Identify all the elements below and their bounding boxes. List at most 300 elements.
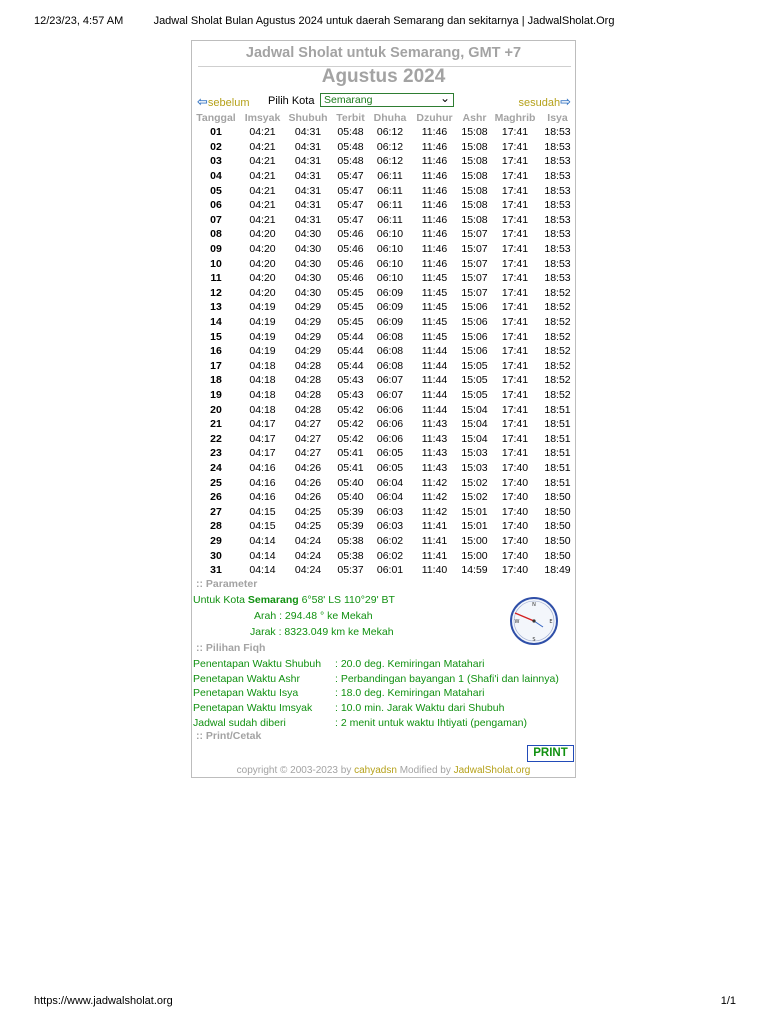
time-cell: 04:28 [294,403,322,416]
time-cell: 05:46 [337,243,364,256]
time-cell: 11:45 [421,286,448,299]
time-cell: 04:18 [249,359,276,372]
time-cell: 15:01 [461,520,488,533]
time-cell: 11:41 [421,534,448,547]
time-cell: 04:24 [294,564,322,577]
time-cell: 11:45 [421,301,448,314]
day-cell: 20 [210,403,222,416]
time-cell: 05:38 [337,549,364,562]
day-cell: 22 [210,432,222,445]
table-row [192,242,575,257]
day-cell: 26 [210,491,222,504]
time-cell: 17:41 [501,213,529,226]
time-cell: 04:26 [294,461,322,474]
day-cell: 11 [210,272,222,285]
time-cell: 04:14 [249,534,276,547]
time-cell: 05:45 [337,316,364,329]
print-button[interactable]: PRINT [527,745,574,762]
time-cell: 06:05 [376,461,404,474]
fiqh-option-value: : 20.0 deg. Kemiringan Matahari [335,658,485,670]
time-cell: 05:41 [337,461,364,474]
time-cell: 06:10 [376,257,404,270]
table-row [192,125,575,140]
table-row [192,402,575,417]
time-cell: 17:41 [501,155,529,168]
time-cell: 11:42 [421,476,448,489]
time-cell: 04:18 [249,388,276,401]
city-select-label: Pilih Kota [268,95,315,107]
column-header: Imsyak [244,112,281,124]
fiqh-option-label: Penentapan Waktu Shubuh [193,658,322,670]
time-cell: 06:04 [376,476,404,489]
time-cell: 04:21 [249,126,276,139]
fiqh-option-value: : 10.0 min. Jarak Waktu dari Shubuh [335,702,505,715]
author-link[interactable]: cahyadsn [354,765,397,776]
time-cell: 06:08 [376,330,404,343]
time-cell: 06:11 [377,184,403,197]
parameter-heading: :: Parameter [196,578,258,590]
time-cell: 18:53 [544,155,571,168]
time-cell: 06:11 [377,199,403,212]
time-cell: 04:14 [249,564,276,577]
fiqh-option-label: Jadwal sudah diberi [193,716,286,729]
table-row [192,519,575,534]
time-cell: 05:47 [337,184,364,197]
chevron-down-icon: ⌄ [439,91,450,105]
previous-month-label: sebelum [207,97,250,109]
time-cell: 15:00 [461,534,488,547]
time-cell: 06:02 [376,549,404,562]
day-cell: 14 [210,316,222,329]
time-cell: 04:19 [249,301,276,314]
time-cell: 06:10 [376,272,404,285]
time-cell: 06:12 [376,155,404,168]
city-selected-value: Semarang [324,94,373,106]
parameter-city-prefix: Untuk Kota [193,594,245,606]
table-row [192,431,575,446]
table-row [192,329,575,344]
fiqh-option-label: Penetapan Waktu Isya [193,687,299,700]
time-cell: 06:05 [376,447,404,460]
table-row [192,256,575,271]
day-cell: 02 [210,140,222,153]
time-cell: 15:02 [461,476,488,489]
time-cell: 18:52 [544,388,571,401]
city-select[interactable] [320,93,454,107]
time-cell: 11:42 [421,505,448,518]
time-cell: 04:30 [294,272,322,285]
time-cell: 18:52 [544,286,571,299]
time-cell: 15:06 [461,330,488,343]
time-cell: 05:44 [337,330,364,343]
time-cell: 05:42 [337,403,364,416]
time-cell: 17:40 [501,564,529,577]
time-cell: 15:08 [461,126,488,139]
column-header: Dhuha [373,112,407,124]
time-cell: 04:21 [249,155,276,168]
time-cell: 11:46 [421,184,448,197]
svg-text:W: W [514,619,520,625]
time-cell: 17:41 [501,403,529,416]
copyright-prefix: copyright © 2003-2023 by [236,765,352,776]
table-row [192,315,575,330]
time-cell: 17:41 [501,359,529,372]
time-cell: 11:44 [421,388,448,401]
time-cell: 04:21 [249,213,276,226]
time-cell: 15:03 [461,461,488,474]
time-cell: 17:41 [501,199,529,212]
time-cell: 18:53 [544,257,571,270]
time-cell: 17:41 [501,301,529,314]
time-cell: 18:53 [544,184,571,197]
time-cell: 18:51 [544,461,571,474]
time-cell: 04:31 [294,213,322,226]
table-body [192,125,575,577]
time-cell: 15:05 [461,374,488,387]
time-cell: 18:51 [544,476,571,489]
time-cell: 06:08 [376,345,404,358]
time-cell: 11:44 [421,359,448,372]
time-cell: 17:41 [501,286,529,299]
time-cell: 15:01 [461,505,488,518]
table-row [192,563,575,578]
time-cell: 18:53 [544,213,571,226]
table-row [192,490,575,505]
table-row [192,373,575,388]
time-cell: 05:43 [337,388,364,401]
time-cell: 04:21 [249,170,276,183]
time-cell: 05:39 [337,520,364,533]
time-cell: 18:53 [544,199,571,212]
day-cell: 30 [210,549,222,562]
fiqh-option-label: Penetapan Waktu Imsyak [193,702,313,715]
time-cell: 05:46 [337,228,364,241]
time-cell: 04:26 [294,491,322,504]
qibla-direction: Arah : 294.48 ° ke Mekah [254,610,373,622]
time-cell: 05:46 [337,257,364,270]
time-cell: 04:15 [249,505,276,518]
day-cell: 25 [210,476,222,489]
time-cell: 05:48 [337,155,364,168]
time-cell: 05:42 [337,432,364,445]
time-cell: 11:46 [421,257,448,270]
time-cell: 04:21 [249,184,276,197]
time-cell: 05:47 [337,199,364,212]
time-cell: 04:29 [294,301,322,314]
time-cell: 18:53 [544,243,571,256]
time-cell: 05:40 [337,476,364,489]
time-cell: 04:29 [294,345,322,358]
time-cell: 18:50 [544,505,571,518]
table-row [192,344,575,359]
day-cell: 19 [210,388,222,401]
time-cell: 11:45 [421,330,448,343]
time-cell: 05:37 [337,564,364,577]
time-cell: 18:53 [544,228,571,241]
table-row [192,461,575,476]
arrow-left-icon: ⇦ [197,94,208,109]
time-cell: 18:50 [544,549,571,562]
time-cell: 15:07 [461,243,488,256]
time-cell: 17:40 [501,491,529,504]
time-cell: 15:08 [461,170,488,183]
table-row [192,300,575,315]
time-cell: 06:11 [377,170,403,183]
time-cell: 04:16 [249,461,276,474]
time-cell: 04:21 [249,140,276,153]
day-cell: 27 [210,505,222,518]
time-cell: 05:45 [337,286,364,299]
arrow-right-icon: ⇨ [560,94,571,109]
time-cell: 17:41 [501,140,529,153]
time-cell: 04:18 [249,374,276,387]
time-cell: 06:12 [376,126,404,139]
table-row [192,213,575,228]
time-cell: 11:41 [421,520,448,533]
fiqh-option-value: : Perbandingan bayangan 1 (Shafi'i dan lainnya) [335,672,559,685]
day-cell: 07 [210,213,222,226]
time-cell: 06:09 [376,316,404,329]
time-cell: 04:30 [294,243,322,256]
table-header-row [192,111,575,125]
day-cell: 12 [210,286,222,299]
time-cell: 04:20 [249,286,276,299]
table-row [192,388,575,403]
column-header: Dzuhur [416,112,453,124]
time-cell: 17:40 [501,461,529,474]
time-cell: 11:46 [421,213,448,226]
day-cell: 05 [210,184,222,197]
time-cell: 17:41 [501,257,529,270]
time-cell: 06:07 [376,374,404,387]
time-cell: 04:27 [294,447,322,460]
table-row [192,548,575,563]
time-cell: 11:46 [421,170,448,183]
time-cell: 17:40 [501,476,529,489]
time-cell: 18:50 [544,491,571,504]
print-datetime: 12/23/23, 4:57 AM [34,15,124,27]
table-row [192,140,575,155]
time-cell: 15:00 [461,549,488,562]
time-cell: 17:41 [501,184,529,197]
time-cell: 06:02 [376,534,404,547]
time-cell: 11:46 [421,155,448,168]
day-cell: 04 [210,170,222,183]
table-row [192,504,575,519]
time-cell: 06:09 [376,286,404,299]
time-cell: 05:43 [337,374,364,387]
time-cell: 04:30 [294,228,322,241]
next-month-link[interactable] [519,94,572,110]
time-cell: 06:08 [376,359,404,372]
time-cell: 15:04 [461,432,488,445]
time-cell: 04:25 [294,520,322,533]
time-cell: 11:46 [421,126,448,139]
time-cell: 11:43 [421,447,448,460]
time-cell: 04:24 [294,549,322,562]
table-row [192,271,575,286]
time-cell: 14:59 [461,564,488,577]
column-header: Isya [547,112,568,124]
parameter-city-name: Semarang [247,594,299,606]
time-cell: 04:31 [294,199,322,212]
time-cell: 11:45 [421,316,448,329]
day-cell: 09 [210,243,222,256]
time-cell: 06:06 [376,403,404,416]
time-cell: 17:41 [501,388,529,401]
previous-month-link[interactable] [197,94,249,110]
day-cell: 17 [210,359,222,372]
time-cell: 04:26 [294,476,322,489]
time-cell: 17:41 [501,243,529,256]
time-cell: 04:31 [294,140,322,153]
time-cell: 05:38 [337,534,364,547]
time-cell: 05:47 [337,213,364,226]
prayer-times-table [192,111,575,577]
time-cell: 15:08 [461,140,488,153]
table-row [192,534,575,549]
time-cell: 15:05 [461,359,488,372]
time-cell: 04:30 [294,286,322,299]
day-cell: 28 [210,520,222,533]
time-cell: 15:07 [461,257,488,270]
time-cell: 06:10 [376,243,404,256]
print-heading: :: Print/Cetak [196,730,262,742]
time-cell: 18:52 [544,359,571,372]
time-cell: 04:28 [294,359,322,372]
day-cell: 13 [210,301,222,314]
time-cell: 11:43 [421,418,448,431]
time-cell: 15:08 [461,213,488,226]
time-cell: 04:20 [249,243,276,256]
time-cell: 15:08 [461,199,488,212]
day-cell: 21 [210,418,222,431]
time-cell: 05:44 [337,345,364,358]
time-cell: 18:52 [544,345,571,358]
time-cell: 18:50 [544,520,571,533]
time-cell: 15:05 [461,388,488,401]
time-cell: 17:41 [501,170,529,183]
table-row [192,183,575,198]
time-cell: 18:52 [544,330,571,343]
time-cell: 04:31 [294,170,322,183]
time-cell: 17:41 [501,432,529,445]
time-cell: 11:45 [421,272,448,285]
time-cell: 06:04 [376,491,404,504]
day-cell: 18 [210,374,222,387]
time-cell: 15:04 [461,403,488,416]
time-cell: 04:20 [249,272,276,285]
time-cell: 06:12 [376,140,404,153]
fiqh-option-value: : 18.0 deg. Kemiringan Matahari [335,687,485,700]
column-header: Terbit [336,112,365,124]
time-cell: 17:40 [501,520,529,533]
time-cell: 18:51 [544,403,571,416]
time-cell: 04:21 [249,199,276,212]
time-cell: 18:53 [544,126,571,139]
table-row [192,446,575,461]
time-cell: 15:08 [461,155,488,168]
time-cell: 15:04 [461,418,488,431]
time-cell: 04:17 [249,418,276,431]
day-cell: 03 [210,155,222,168]
time-cell: 18:50 [544,534,571,547]
time-cell: 06:03 [376,505,404,518]
time-cell: 06:09 [376,301,404,314]
time-cell: 04:18 [249,403,276,416]
print-footer-url: https://www.jadwalsholat.org [34,995,173,1007]
time-cell: 17:41 [501,447,529,460]
time-cell: 04:27 [294,418,322,431]
day-cell: 01 [210,126,222,139]
time-cell: 11:43 [421,461,448,474]
fiqh-option-row [193,658,484,670]
time-cell: 11:46 [421,228,448,241]
time-cell: 15:07 [461,286,488,299]
time-cell: 17:41 [501,126,529,139]
time-cell: 04:31 [294,184,322,197]
time-cell: 04:14 [249,549,276,562]
fiqh-option-row [193,687,484,699]
time-cell: 17:41 [501,374,529,387]
time-cell: 05:39 [337,505,364,518]
time-cell: 11:46 [421,199,448,212]
time-cell: 06:01 [376,564,404,577]
time-cell: 18:52 [544,301,571,314]
day-cell: 24 [210,461,222,474]
time-cell: 15:07 [461,228,488,241]
time-cell: 06:06 [376,418,404,431]
time-cell: 15:08 [461,184,488,197]
time-cell: 18:52 [544,374,571,387]
time-cell: 04:17 [249,447,276,460]
mecca-distance: Jarak : 8323.049 km ke Mekah [250,626,394,638]
time-cell: 15:02 [461,491,488,504]
day-cell: 15 [210,330,222,343]
time-cell: 04:19 [249,330,276,343]
svg-text:N: N [532,602,536,608]
time-cell: 05:42 [337,418,364,431]
fiqh-option-label: Penetapan Waktu Ashr [193,672,301,685]
time-cell: 18:51 [544,418,571,431]
time-cell: 17:41 [501,228,529,241]
time-cell: 11:46 [421,140,448,153]
time-cell: 11:42 [421,491,448,504]
fiqh-heading: :: Pilihan Fiqh [196,642,266,654]
time-cell: 05:48 [337,126,364,139]
site-link[interactable]: JadwalSholat.org [453,765,531,776]
time-cell: 04:31 [294,126,322,139]
time-cell: 04:20 [249,228,276,241]
time-cell: 11:44 [421,374,448,387]
time-cell: 06:06 [376,432,404,445]
time-cell: 17:40 [501,549,529,562]
time-cell: 18:51 [544,432,571,445]
time-cell: 15:06 [461,345,488,358]
time-cell: 06:03 [376,520,404,533]
time-cell: 18:53 [544,272,571,285]
fiqh-option-row [193,673,559,685]
time-cell: 17:40 [501,534,529,547]
svg-text:E: E [549,619,553,625]
svg-text:S: S [532,637,536,643]
time-cell: 06:10 [376,228,404,241]
time-cell: 18:53 [544,170,571,183]
copyright-middle: Modified by [399,765,451,776]
table-row [192,227,575,242]
copyright-line [192,765,575,776]
time-cell: 04:24 [294,534,322,547]
